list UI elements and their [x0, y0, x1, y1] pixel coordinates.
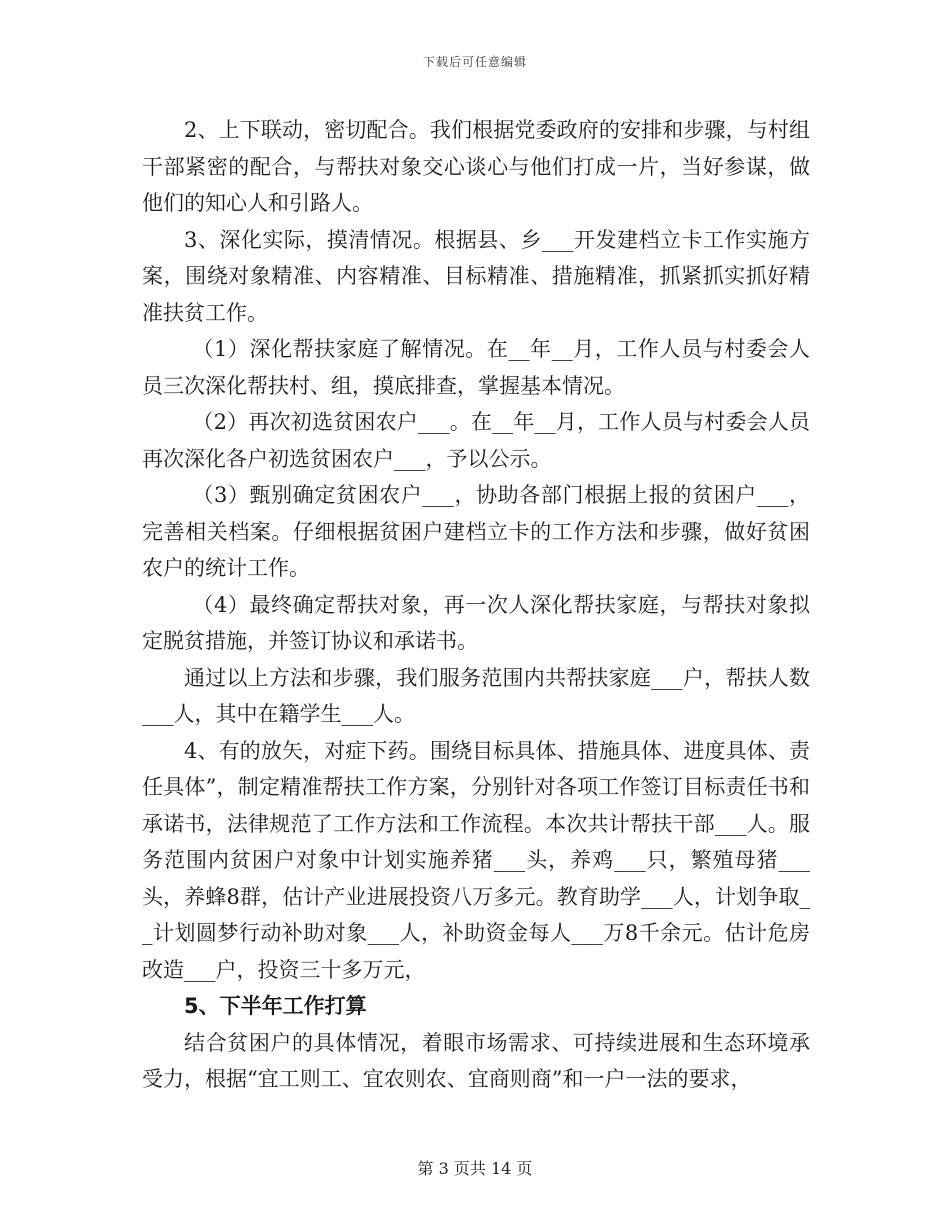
paragraph-targeted-measures: 4、有的放矢，对症下药。围绕目标具体、措施具体、进度具体、责任具体”，制定精准帮扶工作方案，分别针对各项工作签订目标责任书和承诺书，法律规范了工作方法和工作流程。本次共计帮扶干部___人。服务范围内贫困户对象中计划实施养猪___头，养鸡___只，繁殖母猪___头，养蜂8群，估计产业进展投资八万多元。教育助学___人，计划争取__计划圆梦行动补助对象___人，补助资金每人___万8千余元。估计危房改造___户，投资三十多万元，: [142, 738, 810, 982]
paragraph-step-2: （2）再次初选贫困农户___。在__年__月，工作人员与村委会人员再次深化各户初选贫困农户___，予以公示。: [142, 410, 810, 471]
paragraph-investigation: 3、深化实际，摸清情况。根据县、乡___开发建档立卡工作实施方案，围绕对象精准、内容精准、目标精准、措施精准，抓紧抓实抓好精准扶贫工作。: [142, 227, 810, 325]
page-footer: 第 3 页共 14 页: [417, 1159, 533, 1178]
document-body: [142, 112, 810, 1098]
paragraph-summary: 通过以上方法和步骤，我们服务范围内共帮扶家庭___户，帮扶人数___人，其中在籍学生___人。: [142, 665, 810, 726]
paragraph-plan-intro: 结合贫困户的具体情况，着眼市场需求、可持续进展和生态环境承受力，根据“宜工则工、宜农则农、宜商则商”和一户一法的要求，: [142, 1030, 810, 1091]
paragraph-step-1: （1）深化帮扶家庭了解情况。在__年__月，工作人员与村委会人员三次深化帮扶村、组，摸底排查，掌握基本情况。: [142, 337, 810, 398]
section-heading-plan: 5、下半年工作打算: [184, 994, 367, 1018]
paragraph-linkage: 2、上下联动，密切配合。我们根据党委政府的安排和步骤，与村组干部紧密的配合，与帮扶对象交心谈心与他们打成一片，当好参谋，做他们的知心人和引路人。: [142, 118, 810, 215]
paragraph-step-3: （3）甄别确定贫困农户___，协助各部门根据上报的贫困户___，完善相关档案。仔细根据贫困户建档立卡的工作方法和步骤，做好贫困农户的统计工作。: [142, 483, 810, 580]
paragraph-step-4: （4）最终确定帮扶对象，再一次人深化帮扶家庭，与帮扶对象拟定脱贫措施，并签订协议和承诺书。: [142, 592, 810, 653]
page-header: 下载后可任意编辑: [422, 55, 527, 69]
